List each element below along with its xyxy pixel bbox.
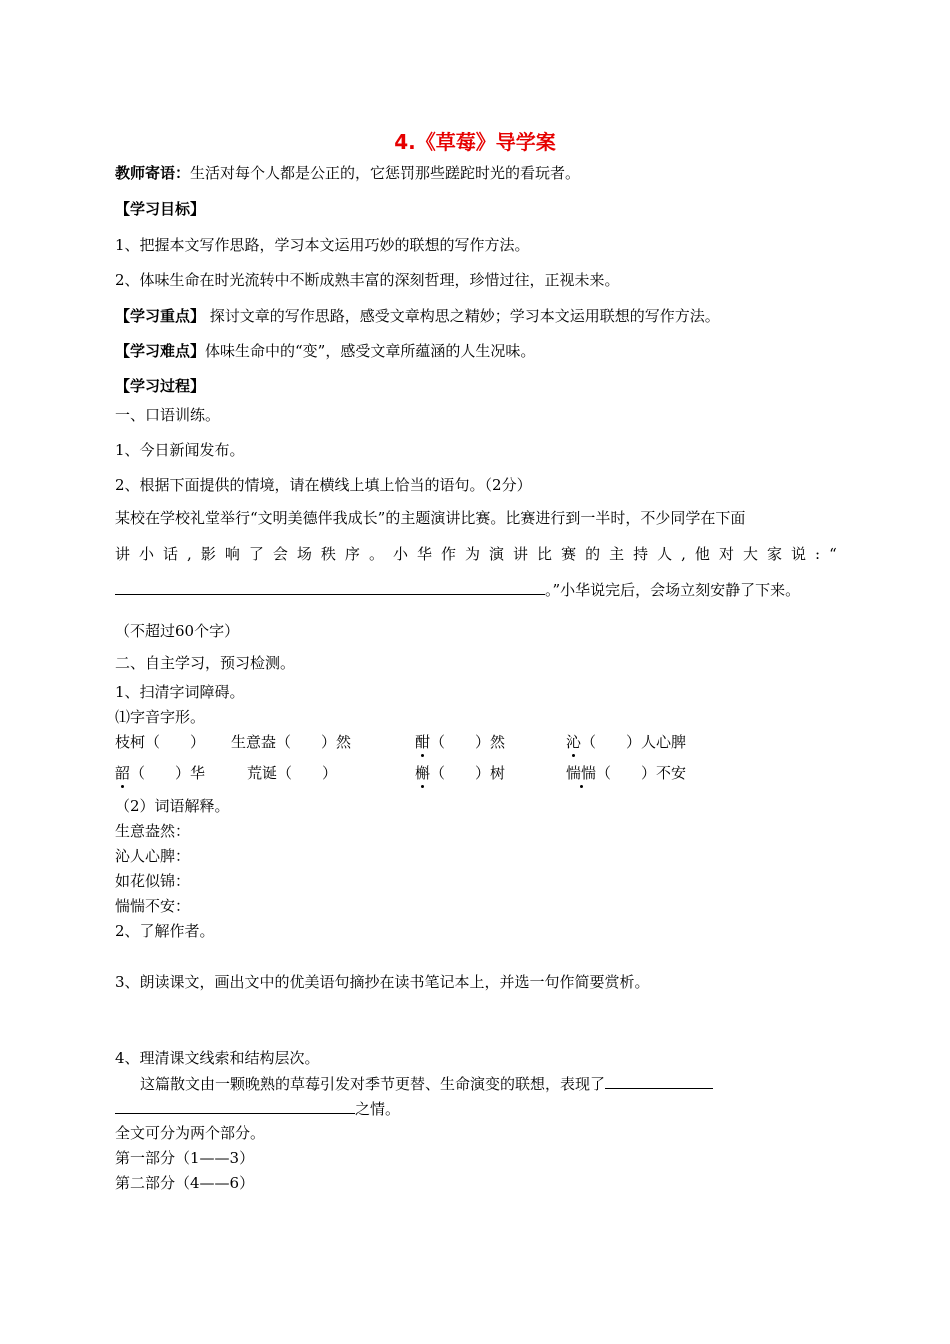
pronunciation-item: 槲（ ）树 — [415, 764, 506, 782]
scenario-line-1: 某校在学校礼堂举行“文明美德伴我成长”的主题演讲比赛。比赛进行到一半时，不少同学在下面 — [115, 509, 746, 527]
scenario-glyph: 响 — [224, 545, 240, 563]
vocab-term: 如花似锦： — [115, 872, 191, 890]
difficulty-text: 体味生命中的“变”，感受文章所蕴涵的人生况味。 — [205, 342, 536, 360]
scenario-glyph: , — [681, 545, 686, 563]
scenario-glyph: 影 — [200, 545, 216, 563]
scenario-glyph: 场 — [296, 545, 312, 563]
scenario-glyph: “ — [829, 545, 837, 563]
scenario-glyph: 小 — [392, 545, 408, 563]
scenario-glyph: 说 — [790, 545, 806, 563]
scenario-glyph: 作 — [440, 545, 456, 563]
scenario-glyph: 秩 — [320, 545, 336, 563]
vocab-term: 沁人心脾： — [115, 847, 191, 865]
key-points — [115, 305, 720, 327]
scenario-glyph: 演 — [489, 545, 505, 563]
pronunciation-item: 荒诞（ ） — [247, 764, 338, 782]
pronunciation-item: 韶（ ）华 — [115, 764, 206, 782]
part2-item-2: 2、了解作者。 — [115, 922, 215, 940]
pronunciation-item: 生意盎（ ）然 — [231, 733, 352, 751]
key-points-text: 探讨文章的写作思路，感受文章构思之精妙；学习本文运用联想的写作方法。 — [205, 307, 720, 325]
pronunciation-item: 酣（ ）然 — [415, 733, 506, 751]
scenario-glyph: 大 — [742, 545, 758, 563]
essay-blank-1[interactable] — [605, 1072, 713, 1089]
part2-item-4: 4、理清课文线索和结构层次。 — [115, 1049, 320, 1067]
goals-heading: 【学习目标】 — [115, 200, 206, 218]
scenario-glyph: 为 — [465, 545, 481, 563]
vocab-term: 生意盎然： — [115, 822, 191, 840]
vocab-subheading: （2）词语解释。 — [115, 797, 230, 815]
scenario-glyph: 讲 — [115, 545, 131, 563]
part2-item-3: 3、朗读课文，画出文中的优美语句摘抄在读书笔记本上，并选一句作简要赏析。 — [115, 973, 650, 991]
division-note: 全文可分为两个部分。 — [115, 1124, 266, 1142]
scenario-glyph: 持 — [633, 545, 649, 563]
pronunciation-item: 沁（ ）人心脾 — [566, 733, 687, 751]
scenario-glyph: 了 — [248, 545, 264, 563]
key-points-label: 【学习重点】 — [115, 307, 206, 325]
scenario-glyph: 的 — [585, 545, 601, 563]
goal-item-2: 2、体味生命在时光流转中不断成熟丰富的深刻哲理，珍惜过往，正视未来。 — [115, 271, 620, 289]
pronunciation-item: 枝柯（ ） — [115, 733, 206, 751]
scenario-glyph: : — [815, 545, 821, 563]
scenario-line-3-end: 。”小华说完后，会场立刻安静了下来。 — [545, 581, 801, 599]
pronunciation-item: 惴惴（ ）不安 — [566, 764, 687, 782]
part1-item-2: 2、根据下面提供的情境，请在横线上填上恰当的语句。（2分） — [115, 476, 532, 494]
pronunciation-subheading: ⑴字音字形。 — [115, 708, 206, 726]
scenario-glyph: 会 — [272, 545, 288, 563]
scenario-glyph: , — [187, 545, 192, 563]
scenario-glyph: 小 — [139, 545, 155, 563]
scenario-glyph: 他 — [694, 545, 710, 563]
essay-line-1: 这篇散文由一颗晚熟的草莓引发对季节更替、生命演变的联想，表现了 — [140, 1072, 713, 1095]
difficulty-points — [115, 340, 535, 362]
part2-item-1: 1、扫清字词障碍。 — [115, 683, 245, 701]
goal-item-1: 1、把握本文写作思路，学习本文运用巧妙的联想的写作方法。 — [115, 236, 530, 254]
difficulty-label: 【学习难点】 — [115, 342, 206, 360]
vocab-term: 惴惴不安： — [115, 897, 191, 915]
scenario-glyph: 比 — [537, 545, 553, 563]
section-2: 第二部分（4——6） — [115, 1174, 255, 1192]
teacher-message-text: 生活对每个人都是公正的，它惩罚那些蹉跎时光的看玩者。 — [190, 164, 581, 182]
scenario-glyph: 讲 — [513, 545, 529, 563]
scenario-line-2 — [115, 543, 837, 565]
scenario-glyph: 对 — [718, 545, 734, 563]
scenario-glyph: 主 — [609, 545, 625, 563]
scenario-glyph: 华 — [416, 545, 432, 563]
scenario-glyph: 话 — [163, 545, 179, 563]
scenario-glyph: 人 — [657, 545, 673, 563]
process-heading: 【学习过程】 — [115, 377, 206, 395]
teacher-message-label: 教师寄语： — [115, 164, 191, 182]
scenario-glyph: 序 — [344, 545, 360, 563]
document-title: 4.《草莓》导学案 — [394, 130, 556, 154]
scenario-glyph: 家 — [766, 545, 782, 563]
scenario-glyph: 赛 — [561, 545, 577, 563]
scenario-glyph: 。 — [368, 545, 384, 563]
part1-item-1: 1、今日新闻发布。 — [115, 441, 245, 459]
scenario-line-3 — [115, 578, 800, 601]
answer-blank[interactable] — [115, 578, 545, 595]
section-1: 第一部分（1——3） — [115, 1149, 255, 1167]
part1-heading: 一、口语训练。 — [115, 406, 221, 424]
essay-blank-2[interactable] — [115, 1097, 355, 1114]
teacher-message — [115, 162, 580, 184]
word-limit-note: （不超过60个字） — [115, 622, 240, 640]
part2-heading: 二、自主学习，预习检测。 — [115, 654, 296, 672]
essay-line-2: 之情。 — [115, 1097, 400, 1120]
